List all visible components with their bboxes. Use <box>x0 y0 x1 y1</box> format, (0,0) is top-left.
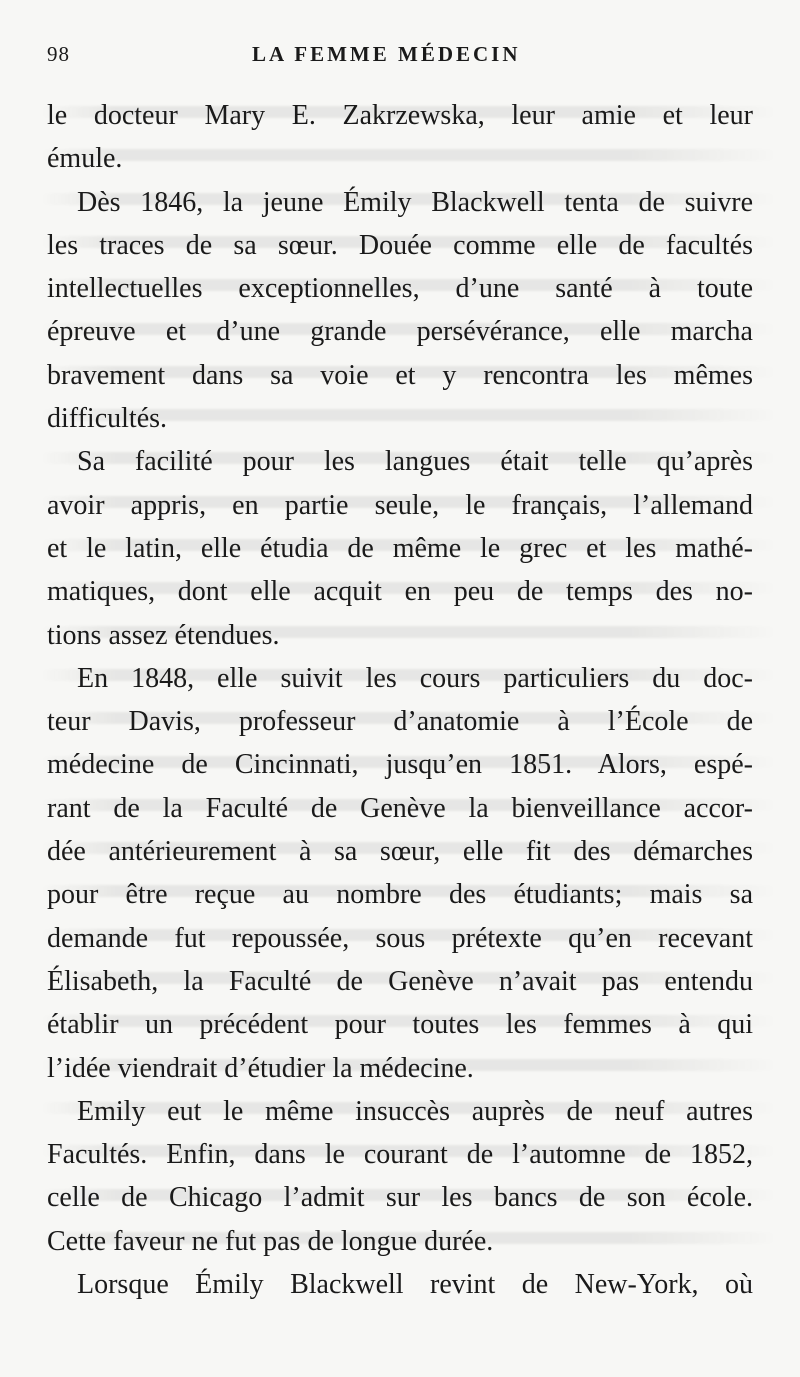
text-line: demande fut repoussée, sous prétexte qu’en recevant <box>47 922 753 954</box>
text-line: et le latin, elle étudia de même le grec et les mathé- <box>47 532 753 564</box>
text-line: Lorsque Émily Blackwell revint de New-York, où <box>77 1269 753 1301</box>
text-line: tions assez étendues. <box>47 619 280 651</box>
text-line: épreuve et d’une grande persévérance, elle marcha <box>47 316 753 348</box>
text-line: établir un précédent pour toutes les femmes à qui <box>47 1009 753 1041</box>
body-text <box>47 94 753 1306</box>
text-line: émule. <box>47 143 123 175</box>
text-line: difficultés. <box>47 403 168 435</box>
text-line: celle de Chicago l’admit sur les bancs de son école. <box>47 1182 753 1214</box>
text-line: avoir appris, en partie seule, le français, l’allemand <box>47 489 753 521</box>
text-line: Élisabeth, la Faculté de Genève n’avait pas entendu <box>47 965 753 997</box>
text-line: pour être reçue au nombre des étudiants; mais sa <box>47 879 753 911</box>
text-line: teur Davis, professeur d’anatomie à l’École de <box>47 706 753 738</box>
text-line: Cette faveur ne fut pas de longue durée. <box>47 1225 494 1257</box>
page-header <box>47 42 753 74</box>
text-line: Emily eut le même insuccès auprès de neuf autres <box>77 1095 753 1127</box>
text-line: Sa facilité pour les langues était telle qu’après <box>77 446 753 478</box>
text-line: les traces de sa sœur. Douée comme elle de facultés <box>47 229 753 261</box>
text-line: Dès 1846, la jeune Émily Blackwell tenta de suivre <box>77 186 753 218</box>
text-line: rant de la Faculté de Genève la bienveillance accor- <box>47 792 753 824</box>
text-line: l’idée viendrait d’étudier la médecine. <box>47 1052 474 1084</box>
text-line: intellectuelles exceptionnelles, d’une santé à toute <box>47 273 753 305</box>
text-line: bravement dans sa voie et y rencontra les mêmes <box>47 359 753 391</box>
text-line: Facultés. Enfin, dans le courant de l’automne de 1852, <box>47 1139 753 1171</box>
text-line: médecine de Cincinnati, jusqu’en 1851. Alors, espé- <box>47 749 753 781</box>
running-title: LA FEMME MÉDECIN <box>252 42 521 66</box>
text-line: dée antérieurement à sa sœur, elle fit des démarches <box>47 836 753 868</box>
text-line: En 1848, elle suivit les cours particuliers du doc- <box>77 662 753 694</box>
text-line: matiques, dont elle acquit en peu de temps des no- <box>47 576 753 608</box>
text-line: le docteur Mary E. Zakrzewska, leur amie et leur <box>47 100 753 131</box>
page-number: 98 <box>47 42 70 66</box>
